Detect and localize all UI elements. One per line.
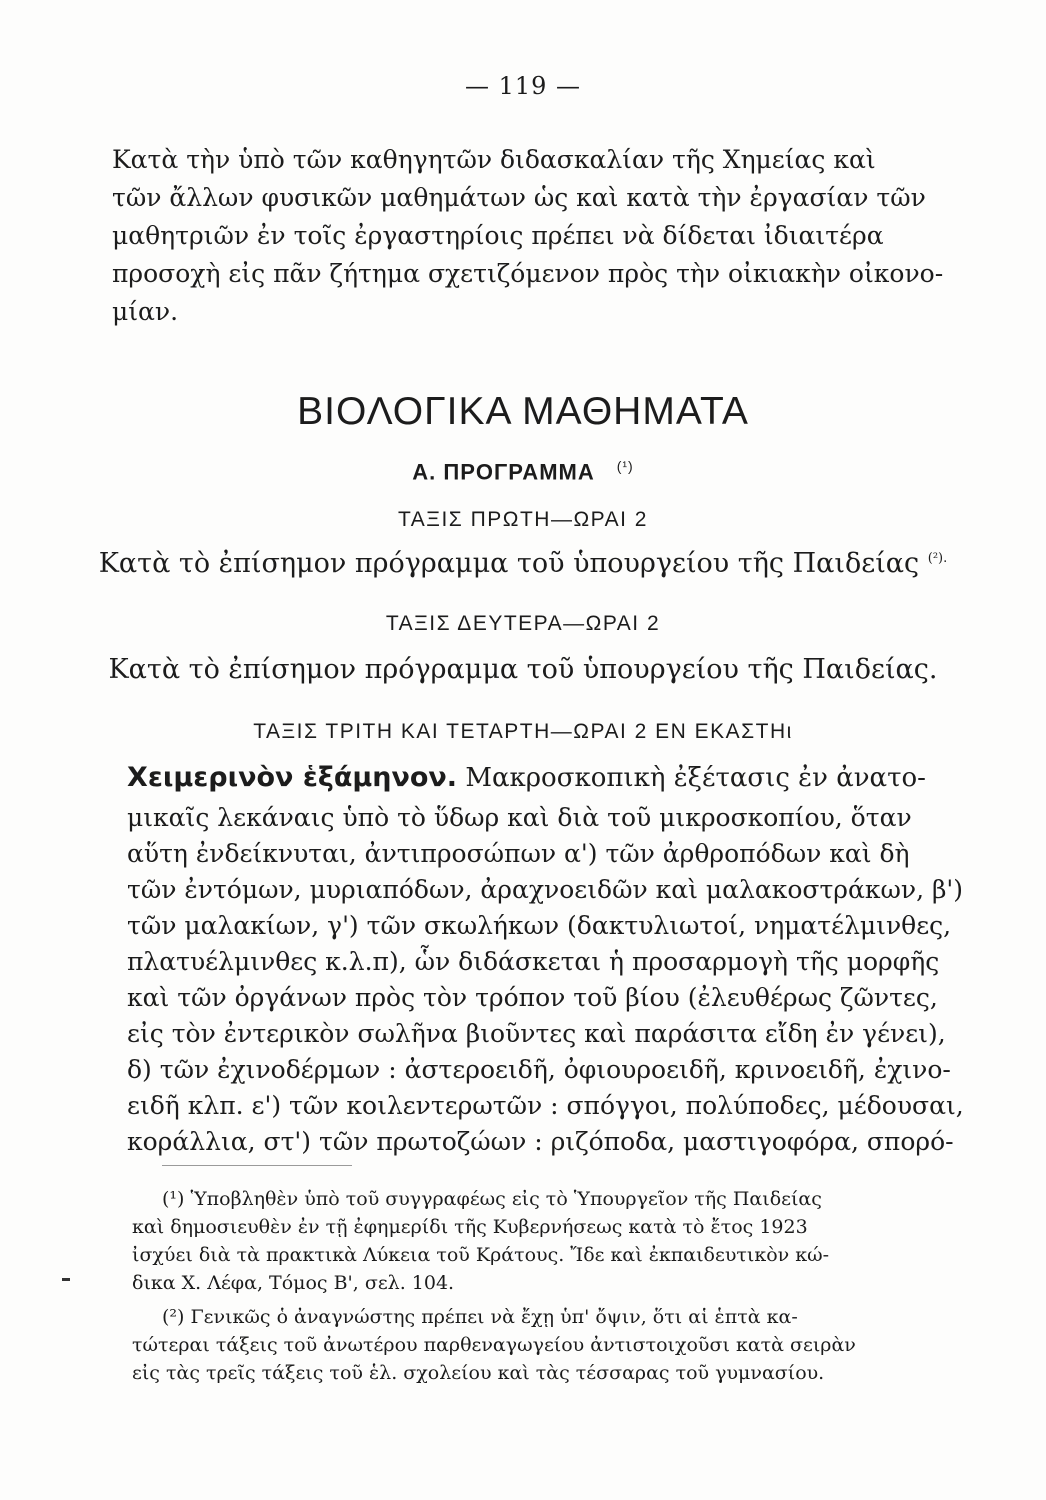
program-heading [0,458,1046,485]
intro-line-1: Κατὰ τὴν ὑπὸ τῶν καθηγητῶν διδασκαλίαν τῆς Χημείας καὶ [112,145,876,174]
footnote-divider [162,1165,352,1166]
footnote-2-marker: (²) [162,1306,185,1328]
footnote-2-line-1 [162,1304,798,1330]
class-3-heading: ΤΑΞΙΣ ΤΡΙΤΗ ΚΑΙ ΤΕΤΑΡΤΗ—ΩΡΑΙ 2 ΕΝ ΕΚΑΣΤΗι [253,720,793,743]
body-line-11: κοράλλια, στ') τῶν πρωτοζώων : ριζόποδα, μαστιγοφόρα, σπορό- [127,1127,954,1156]
program-heading-text: Α. ΠΡΟΓΡΑΜΜΑ [412,459,595,485]
class-2-text: Κατὰ τὸ ἐπίσημον πρόγραμμα τοῦ ὑπουργείου τῆς Παιδείας. [108,654,938,685]
footnote-1-marker: (¹) [162,1188,185,1210]
page-number: — 119 — [464,72,582,100]
footnote-2-line-3: εἰς τὰς τρεῖς τάξεις τοῦ ἑλ. σχολείου καὶ τὰς τέσσαρας τοῦ γυμνασίου. [132,1362,825,1384]
body-line-3: αὕτη ἐνδείκνυται, ἀντιπροσώπων α') τῶν ἀρθροπόδων καὶ δὴ [127,839,910,868]
intro-line-2: τῶν ἄλλων φυσικῶν μαθημάτων ὡς καὶ κατὰ τὴν ἐργασίαν τῶν [112,183,926,212]
body-line-10: ειδῆ κλπ. ε') τῶν κοιλεντερωτῶν : σπόγγοι, πολύποδες, μέδουσαι, [127,1091,964,1120]
body-line-1-rest: Μακροσκοπικὴ ἐξέτασις ἐν ἀνατο- [465,763,926,793]
intro-line-5: μίαν. [112,297,179,326]
intro-line-4: προσοχὴ εἰς πᾶν ζήτημα σχετιζόμενον πρὸς τὴν οἰκιακὴν οἰκονο- [112,259,944,288]
footnote-1-line-2: καὶ δημοσιευθὲν ἐν τῇ ἐφημερίδι τῆς Κυβερνήσεως κατὰ τὸ ἔτος 1923 [132,1216,808,1238]
class-1-footnote-ref: (²). [927,551,948,566]
footnote-1-line-4: δικα Χ. Λέφα, Τόμος Β', σελ. 104. [132,1272,455,1294]
body-line-1 [127,762,927,794]
body-line-7: καὶ τῶν ὀργάνων πρὸς τὸν τρόπον τοῦ βίου (ἐλευθέρως ζῶντες, [127,983,938,1012]
class-2-heading: ΤΑΞΙΣ ΔΕΥΤΕΡΑ—ΩΡΑΙ 2 [385,612,661,635]
margin-mark [62,1278,70,1281]
body-line-5: τῶν μαλακίων, γ') τῶν σκωλήκων (δακτυλιωτοί, νηματέλμινθες, [127,911,952,940]
body-line-4: τῶν ἐντόμων, μυριαπόδων, ἀραχνοειδῶν καὶ μαλακοστράκων, β') [127,875,964,904]
footnote-2-text-1: Γενικῶς ὁ ἀναγνώστης πρέπει νὰ ἔχῃ ὑπ' ὄψιν, ὅτι αἱ ἑπτὰ κα- [190,1306,798,1328]
semester-term: Χειμερινὸν ἑξάμηνον. [127,762,458,793]
class-1-text [0,548,1046,579]
footnote-1-text-1: Ὑποβληθὲν ὑπὸ τοῦ συγγραφέως εἰς τὸ Ὑπουργεῖον τῆς Παιδείας [190,1188,822,1210]
body-line-2: μικαῖς λεκάναις ὑπὸ τὸ ὕδωρ καὶ διὰ τοῦ μικροσκοπίου, ὅταν [127,803,912,832]
class-1-text-body: Κατὰ τὸ ἐπίσημον πρόγραμμα τοῦ ὑπουργείου τῆς Παιδείας [98,548,920,579]
body-line-9: δ) τῶν ἐχινοδέρμων : ἀστεροειδῆ, ὀφιουροειδῆ, κρινοειδῆ, ἐχινο- [127,1055,951,1084]
intro-line-3: μαθητριῶν ἐν τοῖς ἐργαστηρίοις πρέπει νὰ δίδεται ἰδιαιτέρα [112,221,884,250]
class-1-heading: ΤΑΞΙΣ ΠΡΩΤΗ—ΩΡΑΙ 2 [398,508,648,531]
body-line-8: εἰς τὸν ἐντερικὸν σωλῆνα βιοῦντες καὶ παράσιτα εἴδη ἐν γένει), [127,1019,946,1048]
footnote-1-line-3: ἰσχύει διὰ τὰ πρακτικὰ Λύκεια τοῦ Κράτους. Ἴδε καὶ ἐκπαιδευτικὸν κώ- [132,1244,830,1266]
footnote-1-line-1 [162,1186,822,1212]
body-line-6: πλατυέλμινθες κ.λ.π), ὧν διδάσκεται ἡ προσαρμογὴ τῆς μορφῆς [127,947,940,976]
section-title: ΒΙΟΛΟΓΙΚΑ ΜΑΘΗΜΑΤΑ [297,390,749,433]
program-footnote-ref: (¹) [616,458,634,474]
footnote-2-line-2: τώτεραι τάξεις τοῦ ἀνωτέρου παρθεναγωγείου ἀντιστοιχοῦσι κατὰ σειρὰν [132,1334,856,1356]
